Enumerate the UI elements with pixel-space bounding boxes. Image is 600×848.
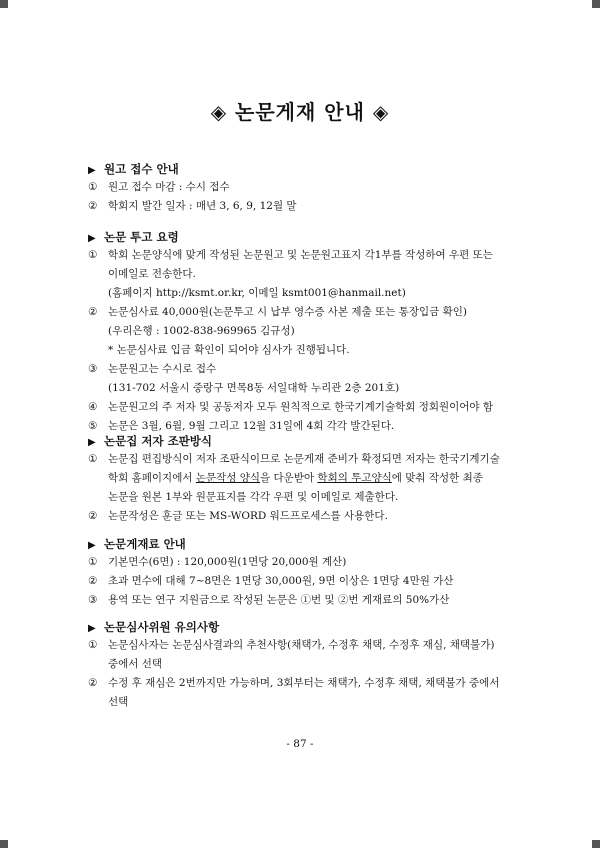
list-item <box>88 197 528 216</box>
item-number: ② <box>88 306 98 318</box>
section-fees <box>88 535 528 610</box>
item-text: 초과 면수에 대해 7~8면은 1면당 30,000원, 9면 이상은 1면당 4만원 가산 <box>108 575 454 587</box>
triangle-icon: ▶ <box>88 165 96 176</box>
item-number: ⑤ <box>88 420 98 432</box>
submission-format-text: 학회의 투고양식 <box>317 472 392 484</box>
section-heading <box>88 228 528 246</box>
list-item <box>88 450 528 469</box>
item-number: ① <box>88 556 98 568</box>
item-text: 원고 접수 마감 : 수시 접수 <box>108 181 230 193</box>
list-item <box>88 636 528 655</box>
page-number: - 87 - <box>286 738 314 750</box>
list-item <box>88 398 528 417</box>
section-heading-text: 논문집 저자 조판방식 <box>104 434 213 448</box>
section-heading <box>88 432 528 450</box>
paper-template-text: 논문작성 양식 <box>195 472 261 484</box>
item-text: 논문작성은 훈글 또는 MS-WORD 워드프로세스를 사용한다. <box>108 510 388 522</box>
item-number: ① <box>88 453 98 465</box>
item-number: ③ <box>88 594 98 606</box>
item-text: 학회 논문양식에 맞게 작성된 논문원고 및 논문원고표지 각1부를 작성하여 우편 또는 <box>108 249 493 261</box>
triangle-icon: ▶ <box>88 437 96 448</box>
item-number: ① <box>88 181 98 193</box>
item-number: ② <box>88 575 98 587</box>
section-heading <box>88 160 528 178</box>
item-number: ③ <box>88 363 98 375</box>
list-item-continued <box>88 469 528 488</box>
section-reviewer-notes <box>88 618 528 712</box>
item-text: 논문은 3월, 6월, 9월 그리고 12월 31일에 4회 각각 발간된다. <box>108 420 395 432</box>
section-guidelines <box>88 228 528 436</box>
list-item <box>88 178 528 197</box>
item-text: 논문원고는 수시로 접수 <box>108 363 217 375</box>
section-heading-text: 원고 접수 안내 <box>104 162 179 176</box>
item-text: 을 다운받아 <box>260 472 318 484</box>
list-item <box>88 246 528 265</box>
item-number: ② <box>88 677 98 689</box>
item-text: 논문을 원본 1부와 원문표지를 각각 우편 및 이메일로 제출한다. <box>108 491 399 503</box>
list-item-continued <box>88 693 528 712</box>
item-number: ② <box>88 510 98 522</box>
section-heading-text: 논문 투고 요령 <box>104 230 179 244</box>
item-text: 논문원고의 주 저자 및 공동저자 모두 원칙적으로 한국기계기술학회 정회원이어야 함 <box>108 401 494 413</box>
list-item <box>88 553 528 572</box>
item-text: 선택 <box>108 696 129 708</box>
item-text: (우리은행 : 1002-838-969965 김규성) <box>108 325 295 337</box>
list-item <box>88 674 528 693</box>
item-text: * 논문심사료 입금 확인이 되어야 심사가 진행됩니다. <box>108 344 350 356</box>
item-text: 논문심사자는 논문심사결과의 추천사항(채택가, 수정후 채택, 수정후 재심, 채택불가) <box>108 639 495 651</box>
item-number: ① <box>88 639 98 651</box>
triangle-icon: ▶ <box>88 233 96 244</box>
crop-mark-bottom-left <box>0 840 8 848</box>
list-item <box>88 572 528 591</box>
item-text: 논문집 편집방식이 저자 조판식이므로 논문게재 준비가 확정되면 저자는 한국기계기술 <box>108 453 500 465</box>
section-heading <box>88 618 528 636</box>
list-item-continued <box>88 284 528 303</box>
item-text: (131-702 서울시 중랑구 면목8동 서일대학 누리관 2층 201호) <box>108 382 400 394</box>
list-item-continued <box>88 488 528 507</box>
item-text: 논문심사료 40,000원(논문투고 시 납부 영수증 사본 제출 또는 통장입금 확인) <box>108 306 467 318</box>
list-item-continued <box>88 322 528 341</box>
page-title: ◈ 논문게재 안내 ◈ <box>210 100 390 124</box>
section-submission <box>88 160 528 216</box>
list-item-continued <box>88 265 528 284</box>
item-text: 학회 홈페이지에서 <box>108 472 196 484</box>
item-text: 중에서 선택 <box>108 658 163 670</box>
item-number: ② <box>88 200 98 212</box>
triangle-icon: ▶ <box>88 623 96 634</box>
crop-mark-top-right <box>592 0 600 8</box>
item-text: 이메일로 전송한다. <box>108 268 196 280</box>
section-heading-text: 논문게재료 안내 <box>104 537 186 551</box>
triangle-icon: ▶ <box>88 540 96 551</box>
item-text: 수정 후 재심은 2번까지만 가능하며, 3회부터는 채택가, 수정후 채택, 채택불가 중에서 <box>108 677 500 689</box>
section-heading-text: 논문심사위원 유의사항 <box>104 620 220 634</box>
list-item <box>88 591 528 610</box>
crop-mark-bottom-right <box>592 840 600 848</box>
list-item-continued <box>88 379 528 398</box>
list-item <box>88 360 528 379</box>
item-text: 에 맞춰 작성한 최종 <box>391 472 483 484</box>
item-text: 기본면수(6면) : 120,000원(1면당 20,000원 계산) <box>108 556 347 568</box>
list-item-continued <box>88 655 528 674</box>
list-item <box>88 303 528 322</box>
item-number: ④ <box>88 401 98 413</box>
item-text: (홈페이지 http://ksmt.or.kr, 이메일 ksmt001@hanmail.net) <box>108 287 406 299</box>
item-text: 학회지 발간 일자 : 매년 3, 6, 9, 12월 말 <box>108 200 297 212</box>
list-item <box>88 507 528 526</box>
crop-mark-top-left <box>0 0 8 8</box>
section-typesetting <box>88 432 528 526</box>
item-text: 용역 또는 연구 지원금으로 작성된 논문은 ①번 및 ②번 게재료의 50%가산 <box>108 594 450 606</box>
section-heading <box>88 535 528 553</box>
item-number: ① <box>88 249 98 261</box>
list-item-note <box>88 341 528 360</box>
